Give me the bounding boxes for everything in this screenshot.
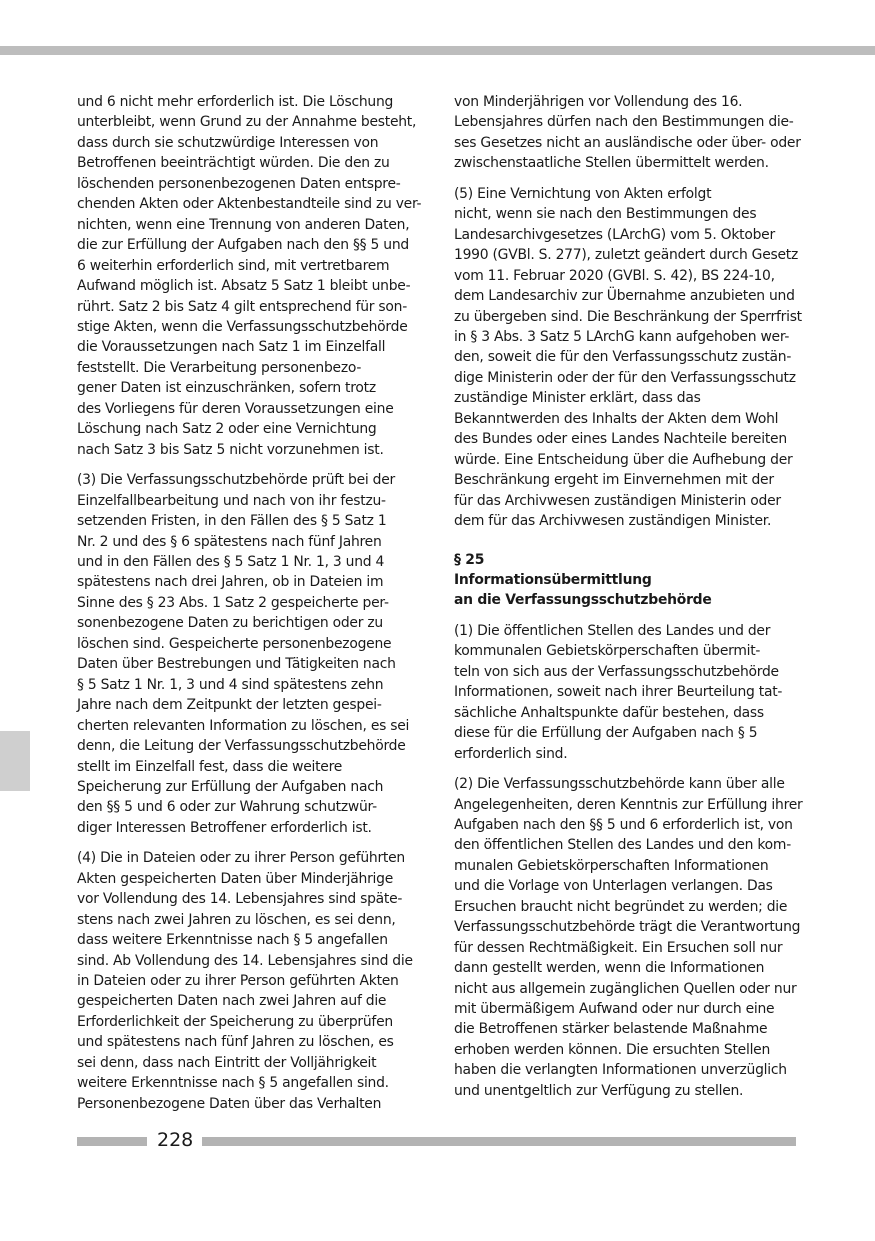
text-line: Verfassungsschutzbehörde trägt die Verantwortung bbox=[454, 919, 801, 936]
text-line: Landesarchivgesetzes (LArchG) vom 5. Oktober bbox=[454, 226, 775, 243]
text-line: Sinne des § 23 Abs. 1 Satz 2 gespeicherte per- bbox=[77, 594, 389, 611]
text-line: die Betroffenen stärker belastende Maßnahme bbox=[454, 1021, 768, 1038]
text-line: den §§ 5 und 6 oder zur Wahrung schutzwür- bbox=[77, 799, 377, 816]
text-line: dem Landesarchiv zur Übernahme anzubieten und bbox=[454, 288, 795, 305]
text-line: Lebensjahres dürfen nach den Bestimmungen die- bbox=[454, 114, 794, 131]
text-line: und spätestens nach fünf Jahren zu löschen, es bbox=[77, 1034, 394, 1051]
right-column bbox=[454, 92, 804, 1111]
section-title-line: an die Verfassungsschutzbehörde bbox=[454, 592, 712, 609]
text-line: den, soweit die für den Verfassungsschutz zustän- bbox=[454, 349, 792, 366]
text-line: zuständige Minister erklärt, dass das bbox=[454, 390, 701, 407]
text-line: (3) Die Verfassungsschutzbehörde prüft bei der bbox=[77, 472, 396, 489]
text-line: teln von sich aus der Verfassungsschutzbehörde bbox=[454, 663, 779, 680]
text-line: in Dateien oder zu ihrer Person geführten Akten bbox=[77, 973, 399, 990]
text-line: cherten relevanten Information zu löschen, es sei bbox=[77, 717, 410, 734]
text-line: und in den Fällen des § 5 Satz 1 Nr. 1, 3 und 4 bbox=[77, 553, 385, 570]
text-line: Einzelfallbearbeitung und nach von ihr festzu- bbox=[77, 492, 386, 509]
paragraph bbox=[77, 470, 422, 838]
text-line: kommunalen Gebietskörperschaften übermit- bbox=[454, 643, 761, 660]
footer-rule-right bbox=[202, 1137, 796, 1146]
text-line: Daten über Bestrebungen und Tätigkeiten nach bbox=[77, 656, 396, 673]
text-line: würde. Eine Entscheidung über die Aufhebung der bbox=[454, 451, 793, 468]
text-line: unterbleibt, wenn Grund zu der Annahme besteht, bbox=[77, 114, 417, 131]
text-line: sächliche Anhaltspunkte dafür bestehen, dass bbox=[454, 704, 764, 721]
top-rule bbox=[0, 46, 875, 55]
text-line: Aufwand möglich ist. Absatz 5 Satz 1 bleibt unbe- bbox=[77, 278, 411, 295]
text-line: löschen sind. Gespeicherte personenbezogene bbox=[77, 635, 392, 652]
text-line: den öffentlichen Stellen des Landes und den kom- bbox=[454, 837, 791, 854]
text-line: Personenbezogene Daten über das Verhalten bbox=[77, 1095, 382, 1112]
text-line: vom 11. Februar 2020 (GVBl. S. 42), BS 224-10, bbox=[454, 267, 775, 284]
left-column bbox=[77, 92, 422, 1124]
text-line: Erforderlichkeit der Speicherung zu überprüfen bbox=[77, 1013, 393, 1030]
paragraph bbox=[454, 92, 804, 174]
text-line: nicht aus allgemein zugänglichen Quellen oder nur bbox=[454, 980, 797, 997]
text-line: zu übergeben sind. Die Beschränkung der Sperrfrist bbox=[454, 308, 802, 325]
text-line: nach Satz 3 bis Satz 5 nicht vorzunehmen ist. bbox=[77, 441, 384, 458]
text-line: sonenbezogene Daten zu berichtigen oder zu bbox=[77, 615, 383, 632]
text-line: für dessen Rechtmäßigkeit. Ein Ersuchen soll nur bbox=[454, 939, 783, 956]
text-line: denn, die Leitung der Verfassungsschutzbehörde bbox=[77, 738, 406, 755]
text-line: stens nach zwei Jahren zu löschen, es sei denn, bbox=[77, 911, 396, 928]
section-heading bbox=[454, 550, 804, 611]
text-line: diese für die Erfüllung der Aufgaben nach § 5 bbox=[454, 725, 758, 742]
text-line: gespeicherten Daten nach zwei Jahren auf die bbox=[77, 993, 387, 1010]
text-line: diger Interessen Betroffener erforderlich ist. bbox=[77, 819, 372, 836]
text-line: dass durch sie schutzwürdige Interessen von bbox=[77, 134, 379, 151]
text-line: (4) Die in Dateien oder zu ihrer Person geführten bbox=[77, 850, 405, 867]
text-line: des Bundes oder eines Landes Nachteile bereiten bbox=[454, 431, 787, 448]
text-line: dass weitere Erkenntnisse nach § 5 angefallen bbox=[77, 932, 388, 949]
footer-rule-left bbox=[77, 1137, 147, 1146]
text-line: munalen Gebietskörperschaften Informationen bbox=[454, 857, 769, 874]
text-line: und unentgeltlich zur Verfügung zu stellen. bbox=[454, 1082, 744, 1099]
text-line: ses Gesetzes nicht an ausländische oder über- oder bbox=[454, 134, 801, 151]
text-line: feststellt. Die Verarbeitung personenbezo- bbox=[77, 359, 362, 376]
text-line: rührt. Satz 2 bis Satz 4 gilt entsprechend für son- bbox=[77, 298, 407, 315]
text-line: stige Akten, wenn die Verfassungsschutzbehörde bbox=[77, 318, 408, 335]
paragraph bbox=[77, 92, 422, 460]
text-line: vor Vollendung des 14. Lebensjahres sind späte- bbox=[77, 891, 403, 908]
text-line: Bekanntwerden des Inhalts der Akten dem Wohl bbox=[454, 410, 779, 427]
text-line: setzenden Fristen, in den Fällen des § 5 Satz 1 bbox=[77, 513, 387, 530]
text-line: 1990 (GVBl. S. 277), zuletzt geändert durch Gesetz bbox=[454, 247, 799, 264]
text-line: Ersuchen braucht nicht begründet zu werden; die bbox=[454, 898, 788, 915]
text-line: (5) Eine Vernichtung von Akten erfolgt bbox=[454, 185, 712, 202]
text-line: Speicherung zur Erfüllung der Aufgaben nach bbox=[77, 778, 384, 795]
text-line: in § 3 Abs. 3 Satz 5 LArchG kann aufgehoben wer- bbox=[454, 328, 790, 345]
text-line: für das Archivwesen zuständigen Ministerin oder bbox=[454, 492, 781, 509]
text-line: die zur Erfüllung der Aufgaben nach den §§ 5 und bbox=[77, 237, 409, 254]
text-line: § 5 Satz 1 Nr. 1, 3 und 4 sind spätestens zehn bbox=[77, 676, 384, 693]
text-line: von Minderjährigen vor Vollendung des 16. bbox=[454, 94, 743, 110]
text-line: 6 weiterhin erforderlich sind, mit vertretbarem bbox=[77, 257, 390, 274]
text-line: Aufgaben nach den §§ 5 und 6 erforderlich ist, von bbox=[454, 816, 793, 833]
text-line: dem für das Archivwesen zuständigen Minister. bbox=[454, 513, 772, 530]
text-line: Jahre nach dem Zeitpunkt der letzten gespei- bbox=[77, 697, 382, 714]
text-line: stellt im Einzelfall fest, dass die weitere bbox=[77, 758, 343, 775]
text-line: (2) Die Verfassungsschutzbehörde kann über alle bbox=[454, 776, 785, 793]
text-line: Angelegenheiten, deren Kenntnis zur Erfüllung ihrer bbox=[454, 796, 803, 813]
text-line: dann gestellt werden, wenn die Informationen bbox=[454, 960, 765, 977]
text-line: haben die verlangten Informationen unverzüglich bbox=[454, 1062, 787, 1079]
text-line: Informationen, soweit nach ihrer Beurteilung tat- bbox=[454, 684, 783, 701]
text-line: Löschung nach Satz 2 oder eine Vernichtung bbox=[77, 421, 377, 438]
section-number: § 25 bbox=[454, 551, 485, 568]
text-line: sind. Ab Vollendung des 14. Lebensjahres sind die bbox=[77, 952, 413, 969]
thumb-index-tab bbox=[0, 731, 30, 791]
text-line: erhoben werden können. Die ersuchten Stellen bbox=[454, 1041, 771, 1058]
text-line: mit übermäßigem Aufwand oder nur durch eine bbox=[454, 1001, 775, 1018]
text-line: nicht, wenn sie nach den Bestimmungen des bbox=[454, 206, 757, 223]
paragraph bbox=[77, 848, 422, 1114]
text-line: zwischenstaatliche Stellen übermittelt werden. bbox=[454, 155, 769, 172]
page-number: 228 bbox=[157, 1129, 194, 1151]
text-line: spätestens nach drei Jahren, ob in Dateien im bbox=[77, 574, 384, 591]
text-line: löschenden personenbezogenen Daten entspre- bbox=[77, 175, 401, 192]
text-line: die Voraussetzungen nach Satz 1 im Einzelfall bbox=[77, 339, 386, 356]
text-line: sei denn, dass nach Eintritt der Volljährigkeit bbox=[77, 1054, 377, 1071]
text-line: Beschränkung ergeht im Einvernehmen mit der bbox=[454, 472, 774, 489]
text-line: gener Daten ist einzuschränken, sofern trotz bbox=[77, 380, 376, 397]
section-title-line: Informationsübermittlung bbox=[454, 571, 652, 588]
text-line: Betroffenen beeinträchtigt würden. Die den zu bbox=[77, 155, 390, 172]
paragraph bbox=[454, 774, 804, 1101]
text-line: (1) Die öffentlichen Stellen des Landes und der bbox=[454, 622, 771, 639]
text-line: erforderlich sind. bbox=[454, 745, 568, 762]
text-line: weitere Erkenntnisse nach § 5 angefallen sind. bbox=[77, 1075, 389, 1092]
text-line: Nr. 2 und des § 6 spätestens nach fünf Jahren bbox=[77, 533, 382, 550]
text-line: und die Vorlage von Unterlagen verlangen. Das bbox=[454, 878, 773, 895]
paragraph bbox=[454, 621, 804, 764]
text-line: dige Ministerin oder der für den Verfassungsschutz bbox=[454, 369, 796, 386]
text-line: des Vorliegens für deren Voraussetzungen eine bbox=[77, 400, 394, 417]
paragraph bbox=[454, 184, 804, 532]
text-line: Akten gespeicherten Daten über Minderjährige bbox=[77, 870, 394, 887]
text-line: und 6 nicht mehr erforderlich ist. Die Löschung bbox=[77, 94, 394, 110]
text-line: nichten, wenn eine Trennung von anderen Daten, bbox=[77, 216, 410, 233]
text-line: chenden Akten oder Aktenbestandteile sind zu ver- bbox=[77, 196, 422, 213]
